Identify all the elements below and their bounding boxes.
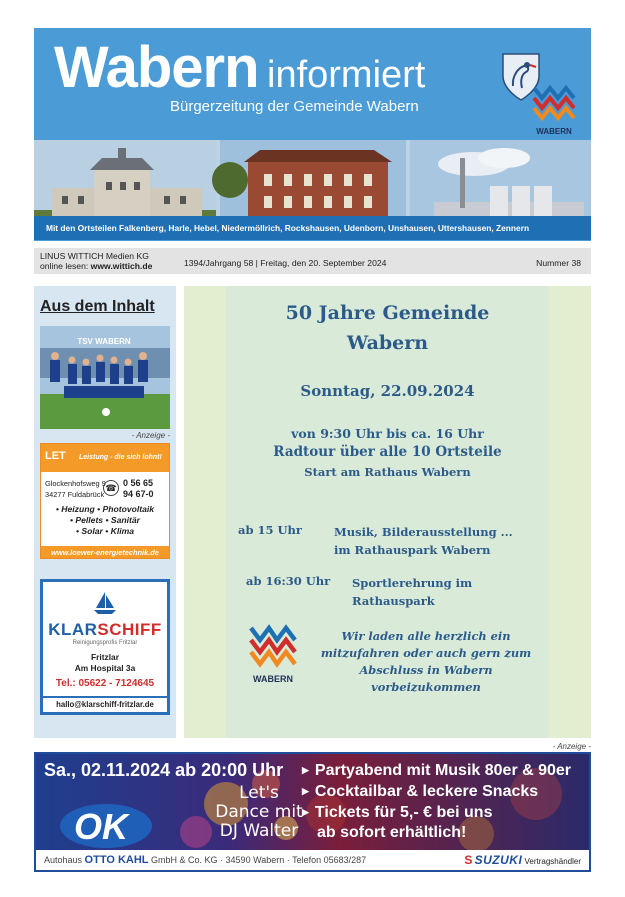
feature-time: von 9:30 Uhr bis ca. 16 Uhr — [291, 426, 484, 441]
wabern-logo-icon — [248, 624, 298, 688]
event1-line: Musik, Bilderausstellung ... — [334, 525, 513, 539]
triangle-icon: ▶ — [302, 807, 309, 817]
banner-date: Sa., 02.11.2024 ab 20:00 Uhr — [44, 760, 284, 780]
klar-logo-b: SCHIFF — [97, 620, 162, 639]
klar-city: Fritzlar — [91, 652, 119, 662]
banner-bullets — [302, 760, 571, 843]
dealer-prefix: Autohaus — [44, 855, 83, 865]
dealer-details: GmbH & Co. KG · 34590 Wabern · Telefon 05683/287 — [151, 855, 367, 865]
feature-logo-text: WABERN — [253, 674, 293, 684]
let-logo: LET — [45, 450, 66, 462]
let-address — [45, 478, 106, 500]
dealer-info — [44, 854, 366, 866]
phone-icon: ☎ — [103, 480, 119, 496]
let-street: Glockenhofsweg 9 — [45, 479, 106, 488]
masthead-subtitle: Bürgerzeitung der Gemeinde Wabern — [170, 98, 419, 115]
let-service-line: • Pellets • Sanitär — [69, 515, 141, 525]
dealer-name: OTTO KAHL — [84, 854, 149, 866]
feature-title-line: 50 Jahre Gemeinde — [285, 302, 490, 324]
dance-line: Dance mit — [215, 802, 303, 822]
sailboat-icon — [92, 590, 118, 616]
banner-footer — [36, 850, 589, 870]
team-photo — [40, 326, 170, 429]
invite-line: Wir laden alle herzlich ein — [341, 629, 511, 643]
event2-desc — [352, 574, 472, 610]
info-bar — [34, 248, 591, 274]
masthead — [34, 28, 591, 241]
banner-bullet: ▶ Cocktailbar & leckere Snacks — [302, 783, 539, 800]
feature-date: Sonntag, 22.09.2024 — [300, 382, 475, 400]
event2-time: ab 16:30 Uhr — [246, 574, 331, 588]
publisher-name: LINUS WITTICH Medien KG — [40, 251, 149, 261]
triangle-icon: ▶ — [302, 786, 309, 796]
issue-info: 1394/Jahrgang 58 | Freitag, den 20. September 2024 — [184, 258, 387, 268]
suzuki-icon: S — [464, 853, 473, 867]
brand-name: SUZUKI — [474, 853, 523, 867]
ad-klarschiff[interactable] — [40, 579, 170, 715]
triangle-icon: ▶ — [302, 765, 309, 775]
dance-line: Let's — [239, 783, 279, 803]
feature-start: Start am Rathaus Wabern — [304, 465, 471, 479]
let-service-line: • Solar • Klima — [75, 526, 135, 536]
klar-phone: Tel.: 05622 - 7124645 — [55, 678, 155, 689]
photo-sign: TSV WABERN — [77, 337, 131, 346]
invite-line: Abschluss in Wabern — [359, 663, 493, 677]
feature-radtour: Radtour über alle 10 Ortsteile — [273, 444, 502, 460]
klar-tagline: Reinigungsprofis Fritzlar — [72, 640, 138, 646]
ad-banner[interactable] — [34, 752, 591, 872]
sidebar — [34, 286, 176, 738]
issue-number: Nummer 38 — [536, 258, 581, 268]
brand-info — [464, 853, 581, 867]
banner-bullet-cont: ab sofort erhältlich! — [317, 824, 467, 841]
event2-line: Sportlerehrung im — [352, 576, 473, 590]
klar-email[interactable]: hallo@klarschiff-fritzlar.de — [43, 696, 167, 712]
publisher — [40, 251, 152, 271]
masthead-logo-text: WABERN — [536, 127, 572, 136]
anzeige-label-1: - Anzeige - — [131, 431, 170, 440]
let-service-line: • Heizung • Photovoltaik — [55, 504, 155, 514]
masthead-title — [54, 34, 425, 101]
feature-title-line: Wabern — [346, 332, 429, 354]
feature-box — [184, 286, 591, 738]
online-label: online lesen: — [40, 261, 89, 271]
let-phone-2: 94 67-0 — [123, 489, 154, 499]
event1-time: ab 15 Uhr — [238, 523, 302, 537]
ortsteile-bar: Mit den Ortsteilen Falkenberg, Harle, Hebel, Niedermöllrich, Rockshausen, Udenborn, Unshausen, Uttershausen, Zennern — [34, 216, 591, 240]
event1-desc — [334, 523, 513, 559]
klarschiff-logo — [43, 620, 167, 640]
online-url[interactable]: www.wittich.de — [90, 261, 153, 271]
sidebar-title: Aus dem Inhalt — [40, 298, 155, 315]
event1-line: im Rathauspark Wabern — [334, 543, 491, 557]
brand-suffix: Vertragshändler — [524, 857, 581, 866]
title-main: Wabern — [54, 35, 259, 100]
invite-line: vorbeizukommen — [371, 680, 481, 694]
klar-address — [43, 652, 167, 674]
klar-street: Am Hospital 3a — [74, 663, 136, 673]
event2-line: Rathauspark — [352, 594, 435, 608]
let-phone-1: 0 56 65 — [123, 478, 154, 488]
banner-dance — [204, 784, 314, 841]
let-url[interactable]: www.loewer-energietechnik.de — [41, 546, 169, 559]
let-slogan: Leistung - die sich lohnt! — [79, 454, 162, 461]
title-sub: informiert — [267, 54, 426, 96]
klar-logo-a: KLAR — [48, 620, 98, 639]
banner-bullet: ▶ Partyabend mit Musik 80er & 90er — [302, 762, 572, 779]
let-header — [41, 444, 169, 472]
invite-line: mitzufahren oder auch gern zum — [320, 646, 532, 660]
wabern-logo-icon — [530, 84, 578, 140]
banner-bullet: ▶ Tickets für 5,- € bei uns — [302, 804, 493, 821]
let-services — [41, 504, 169, 537]
ok-logo: OK — [74, 806, 128, 847]
ad-let[interactable] — [40, 443, 170, 559]
feature-invite — [316, 628, 536, 696]
dance-line: DJ Walter — [219, 821, 299, 841]
let-city: 34277 Fuldabrück — [45, 490, 105, 499]
anzeige-label-2: - Anzeige - — [552, 742, 591, 751]
let-phone — [123, 478, 154, 500]
feature-title — [184, 298, 591, 358]
